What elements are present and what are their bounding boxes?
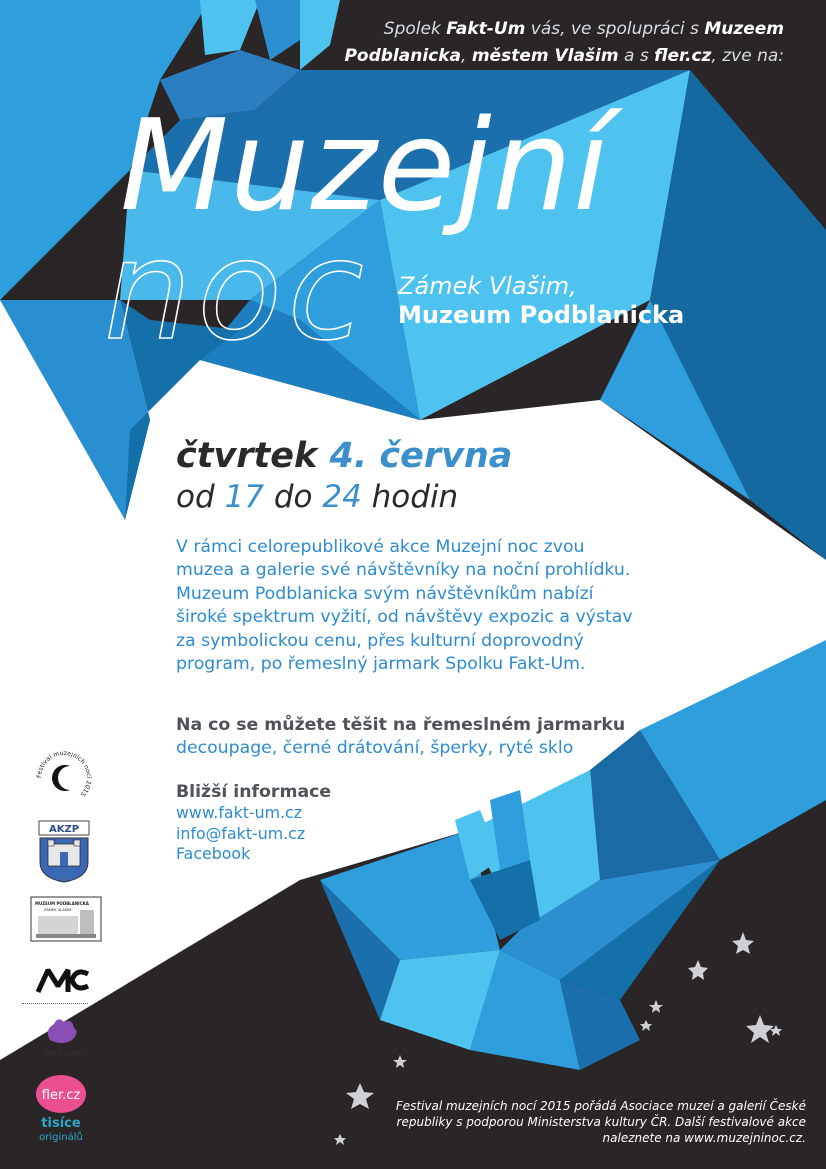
svg-text:Festival muzejních nocí 2015: Festival muzejních nocí 2015 xyxy=(35,749,93,798)
fakt-um-logo xyxy=(36,1010,88,1060)
svg-text:MUZEUM PODBLANICKA: MUZEUM PODBLANICKA xyxy=(35,901,89,906)
intro-text: Spolek Fakt-Um vás, ve spolupráci s Muzeem Podblanicka, městem Vlašim a s fler.cz, zve na: xyxy=(344,19,784,66)
time-to: 24 xyxy=(322,479,362,515)
town-name: městem Vlašim xyxy=(471,46,619,66)
svg-text:originálů: originálů xyxy=(39,1132,83,1143)
event-day: čtvrtek xyxy=(176,436,318,476)
festival-logo xyxy=(34,748,94,808)
facebook-link[interactable]: Facebook xyxy=(176,844,251,863)
event-time: od 17 do 24 hodin xyxy=(176,479,459,515)
event-date xyxy=(176,434,512,478)
svg-text:fakt-um: fakt-um xyxy=(42,1048,82,1059)
email-link[interactable]: info@fakt-um.cz xyxy=(176,823,306,843)
svg-text:AKZP: AKZP xyxy=(48,824,80,835)
info-links xyxy=(176,803,305,865)
title-muzejni: Muzejní xyxy=(120,92,610,239)
venue xyxy=(398,272,684,330)
event-date-value: 4. června xyxy=(329,436,513,476)
svg-text:ZÁMEK VLAŠIM: ZÁMEK VLAŠIM xyxy=(44,908,72,912)
fler-name: fler.cz xyxy=(654,46,712,66)
venue-line-1: Zámek Vlašim, xyxy=(398,272,577,300)
museum-logo xyxy=(30,896,102,942)
fair-items: decoupage, černé drátování, šperky, ryté sklo xyxy=(176,738,574,758)
svg-text:MC: MC xyxy=(94,998,96,999)
org-name: Fakt-Um xyxy=(446,19,526,39)
info-heading: Bližší informace xyxy=(176,782,332,802)
mc-logo xyxy=(34,962,96,999)
venue-line-2: Muzeum Podblanicka xyxy=(398,301,685,329)
logo-divider xyxy=(22,1003,88,1004)
footer-note: Festival muzejních nocí 2015 pořádá Asociace muzeí a galerií České republiky s podporou Ministerstva kultury ČR. Další festivalové akce naleznete na www.muzejninoc.cz. xyxy=(395,1099,806,1145)
svg-text:tisíce: tisíce xyxy=(41,1116,81,1131)
museum-name: Muzeem Podblanicka xyxy=(344,19,784,66)
akzp-logo xyxy=(36,818,92,884)
svg-text:fler.cz: fler.cz xyxy=(41,1088,81,1103)
website-link[interactable]: www.fakt-um.cz xyxy=(176,803,303,822)
event-description: V rámci celorepublikové akce Muzejní noc zvou muzea a galerie své návštěvníky na noční prohlídku. Muzeum Podblanicka svým návštěvníkům nabízí široké spektrum vyžití, od návštěvy expozic a výstav za symbolickou cenu, přes kulturní doprovodný program, po řemeslný jarmark Spolku Fakt-Um. xyxy=(176,537,633,675)
fair-heading: Na co se můžete těšit na řemeslném jarmarku xyxy=(176,715,626,735)
title-noc: noc xyxy=(104,210,370,371)
fler-logo xyxy=(28,1072,94,1146)
time-from: 17 xyxy=(224,479,264,515)
